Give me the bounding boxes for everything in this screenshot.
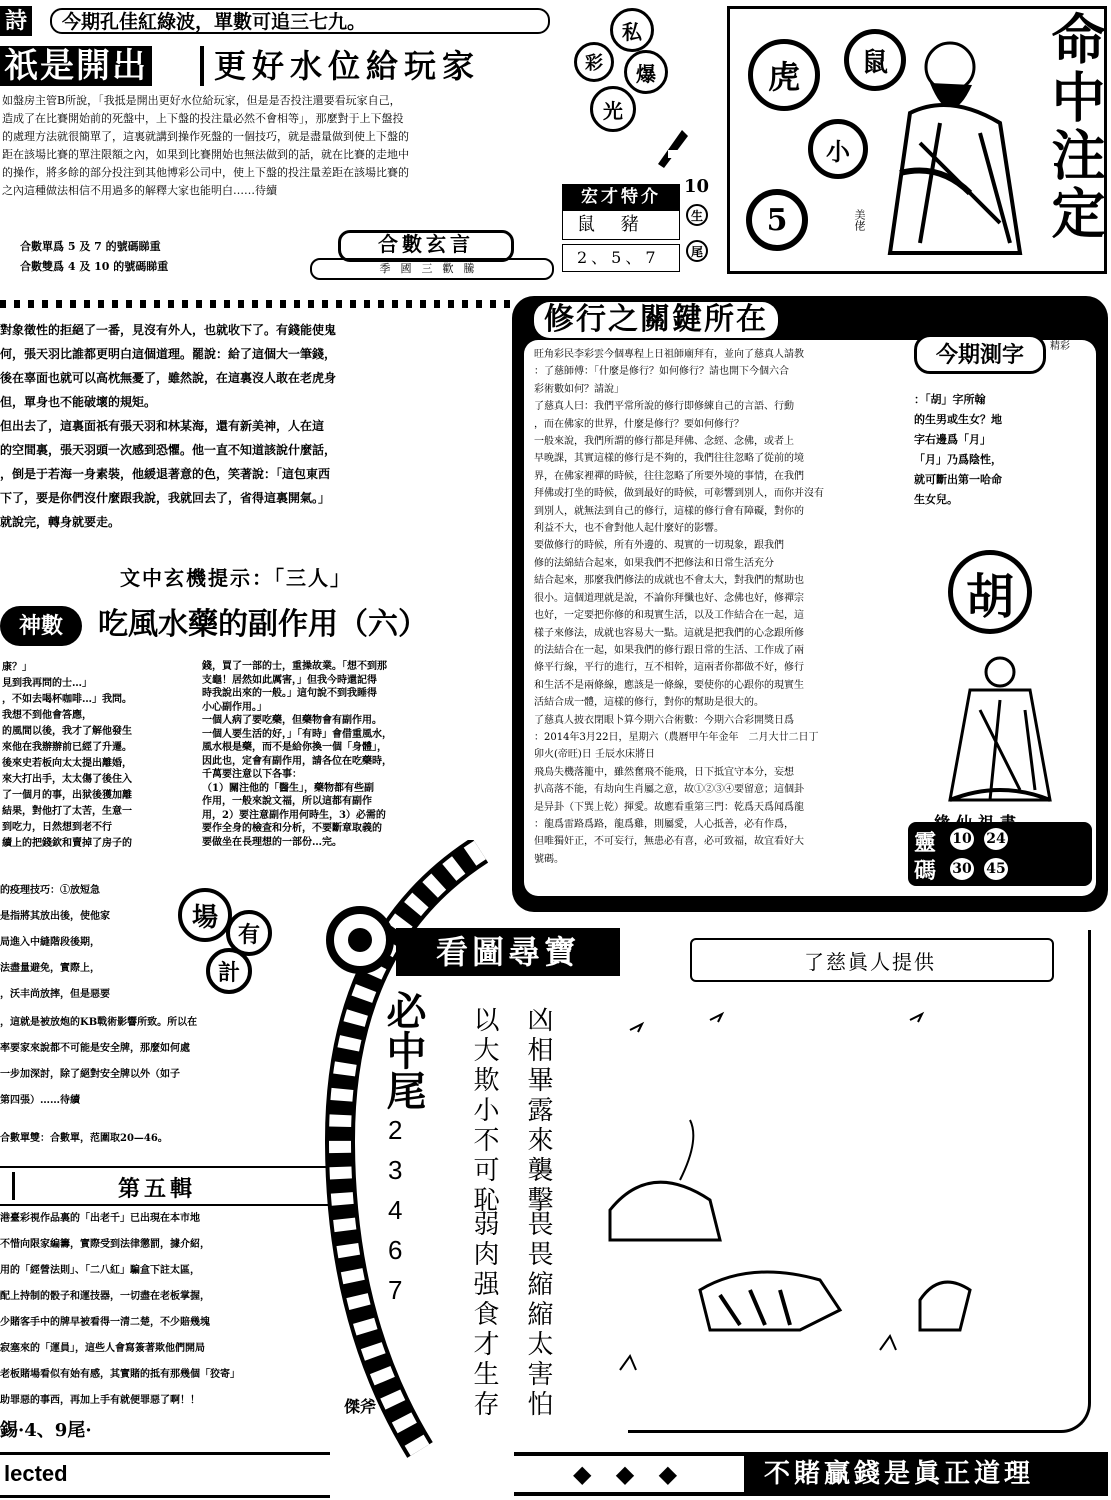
shen-badge: 神數 [0, 606, 82, 646]
combo-sub: 季國三歡騰 [310, 258, 554, 280]
shen-line: 的風間以後，我才了解他發生 [2, 726, 132, 737]
guess-text [914, 390, 1086, 510]
headline [0, 44, 556, 90]
cult-line: 是异卦（下巽上乾）揮愛。故應看重第三門：乾爲天爲闻爲龍 [534, 801, 804, 813]
badge-ji: 計 [206, 948, 252, 994]
ball-small: 小 [808, 119, 868, 179]
tail-num: 2 [388, 1115, 403, 1145]
guess-tag: 精彩 [1050, 341, 1070, 352]
chang-line: 率要家來說都不可能是安全牌，那麼如何處 [0, 1043, 190, 1054]
body-line: 的操作，將多餘的部分投注到其他博彩公司中，使上下盤的投注量差距在該場比賽的 [2, 166, 409, 179]
lucky-num: 45 [982, 856, 1010, 882]
shen-header [0, 600, 505, 650]
ball-cai: 彩 [574, 42, 614, 82]
cult-line: 很小。這個道理就是說，不論你拜懺也好、念佛也好，修禪宗 [534, 592, 804, 604]
combo-line-1: 合數單爲 5 及 7 的號碼睇重 [20, 240, 161, 253]
treasure-header [396, 928, 628, 976]
poem-bar [0, 6, 556, 38]
treasure-sign: 傑斧 [344, 1397, 377, 1416]
shen-line: 來大打出手，太太傷了後住入 [2, 774, 132, 785]
cult-line: 樣子來修法，成就也容易大一點。這就是把我們的心念跟所修 [534, 627, 804, 639]
chang-line: ，沃丰尚放摔，但是惡要 [0, 989, 110, 1000]
fifth-line: 寂塞來的「運員」，這些人會寫簽著欺他們開局 [0, 1343, 205, 1354]
story-line: 但出去了，這裏面祇有張天羽和林某海，還有新美神，人在這 [0, 419, 325, 433]
story-line: 對象徵性的拒絕了一番，見沒有外人，也就收下了。有錢能使鬼 [0, 323, 337, 337]
body-line: 的處理方法就很簡單了，這裏就講到操作死盤的一個技巧，就是盡量做到使上下盤的 [2, 130, 409, 143]
cult-line: 條平行線，平行的進行，互不相幹，這兩者你都做不好，修行 [534, 662, 804, 674]
riddle-col-4: 弱肉强食才生存 [469, 1210, 499, 1420]
provider-text: 了慈眞人提供 [804, 950, 936, 974]
special-num: 10 [684, 176, 710, 197]
cult-line: ：龍爲雷路爲路，龍爲雞，則屬愛，人心抵善，必有作爲， [534, 818, 794, 830]
shen-line: 風水根是藥，而不是給你換一個「身體」， [202, 742, 387, 753]
cult-line: 旺角彩民李彩雲今個專程上日祖師廟拜有，並向了慈真人請教 [534, 349, 804, 360]
shen-line: 要作全身的檢查和分析，不要斷章取義的 [202, 823, 382, 834]
shen-line: 一個人要生活的好，」「有時」會借重風水， [202, 728, 392, 740]
tail-num: 3 [388, 1155, 403, 1185]
fifth-bottom: lected [4, 1461, 68, 1486]
fifth-line: 配上持制的骰子和運技器，一切盡在老板掌握， [0, 1291, 210, 1302]
shen-right-col [202, 660, 502, 849]
body-line: 之內這種做法相信不用過多的解釋大家也能明白……待續 [2, 184, 277, 197]
guess-char: 胡 [948, 550, 1032, 634]
chang-line: 的疫理技巧：①放短急 [0, 885, 100, 896]
treasure-title: 看圖尋寶 [396, 928, 620, 976]
body-line: 距在該場比賽的單注限額之內，如果到比賽開始也無法做到的話，就在比賽的走地中 [2, 148, 409, 161]
shen-line: 支龜！居然如此厲害，」但我今時還記得 [202, 674, 377, 686]
cult-line: 了慈真人曰：我們平常所說的修行即修練自己的言語、行動 [534, 401, 794, 413]
ball-si: 私 [610, 8, 654, 52]
footer-slogan: 不賭贏錢是眞正道理 [764, 1459, 1035, 1489]
num-label-1: 靈 [914, 830, 937, 856]
lucky-num: 30 [948, 856, 976, 882]
shen-line: 了一個月的事，出狱後獲加離 [2, 790, 132, 801]
shen-line: 一個人病了要吃藥，但藥物會有副作用。 [202, 715, 382, 726]
shen-line: 見到我再問的士…」 [2, 678, 92, 689]
story-line: 何，張天羽比誰都更明白這個道理。罷說：給了這個大一筆錢， [0, 347, 337, 361]
shen-line: 作用，一般來說文福，所以這都有副作 [202, 796, 372, 807]
fifth-line: 用的「經營法則」、「二八紅」騙盒下註太區， [0, 1265, 200, 1276]
shen-line: 因此也，定會有副作用，請各位在吃藥時， [202, 755, 392, 767]
destiny-title: 命中注定 [1043, 11, 1107, 243]
chang-footer: 合數單雙：合數單，范圍取20—46。 [0, 1133, 168, 1144]
guess-line: 生女兒。 [914, 493, 958, 506]
body-line: 造成了在比賽開始前的死盤中，上下盤的投注量必然不會相等」，那麼對于上下盤投 [2, 112, 404, 125]
badge-you: 有 [226, 910, 272, 956]
ball-rat: 鼠 [844, 29, 906, 91]
footer-diamonds: ◆ ◆ ◆ [514, 1456, 744, 1492]
cult-line: 彩術數如何？請說」 [534, 383, 624, 395]
chang-line: 是指將其放出後，使他家 [0, 911, 110, 922]
shen-line: 續上的把錢欽和賣掉了房子的 [2, 838, 132, 849]
shen-line: 我想不到他會答應， [2, 710, 92, 721]
shen-line: （1）關注他的「醫生」，藥物都有些副 [202, 782, 374, 794]
shen-title: 吃風水藥的副作用（六） [98, 607, 428, 642]
film-divider [0, 300, 510, 308]
combo-title: 合數玄言 [338, 230, 514, 262]
fifth-divider [12, 1172, 15, 1200]
story-line: 但，單身也不能破壞的規矩。 [0, 395, 157, 409]
cult-line: 和生活不是兩條線，應該是一條線，要使你的心跟你的現實生 [534, 679, 804, 691]
shen-line: 結果，對他打了太苦，生意一 [2, 806, 132, 817]
tail-num: 6 [388, 1235, 403, 1265]
cult-line: 號碼。 [534, 853, 564, 865]
lucky-num: 24 [982, 826, 1010, 852]
destiny-panel [727, 6, 1107, 274]
cult-line: 活結合成一體，這樣的修行，對你的幫助是很大的。 [534, 697, 764, 709]
shen-line: 後來史若板向太太提出離婚， [2, 758, 132, 769]
cult-line: 利益不大，也不會對他人起什麼好的影響。 [534, 523, 724, 535]
cult-line: 扒高落不能，有劫向生肖屬之意，故①②③④要留意；這個卦 [534, 784, 804, 796]
tiger-scene-icon [590, 1000, 1030, 1400]
fifth-line: 不惜向限家編籌，實際受到法律懲罰，據介紹， [0, 1239, 210, 1250]
guess-line: 的生男或生女？地 [914, 413, 1002, 426]
cult-line: 要做修行的時候，所有外邊的、現實的一切現象，跟我們 [534, 540, 784, 552]
fifth-header [0, 1166, 330, 1206]
chang-line: 法盡量避免，實際上， [0, 963, 100, 974]
num-label-2: 碼 [914, 858, 937, 884]
fifth-line: 老板賭場看似有始有感，其實賭的抵有那幾個「狡寄」 [0, 1369, 240, 1380]
cult-line: 卯火(帝旺)日 壬辰水床將日 [534, 749, 655, 761]
sage-icon [940, 650, 1060, 810]
shen-line: 用，2）要注意副作用何時生，3）必需的 [202, 809, 386, 821]
story-line: 的空間裏，張天羽頭一次感到恐懼。他一直不知道該說什麼話， [0, 443, 337, 457]
chang-line: 第四張）……待續 [0, 1095, 80, 1106]
story-block [0, 318, 505, 534]
fifth-line: 助罪惡的事西，再加上手有就便罪惡了啊！！ [0, 1395, 200, 1406]
shen-left-col [2, 660, 198, 852]
guess-title: 今期測字 [914, 334, 1046, 374]
nums-box [562, 244, 680, 272]
story-hint: 文中玄機提示：「三人」 [120, 566, 352, 590]
shen-line: 來他在我辦辦前已經了升遷。 [2, 742, 132, 753]
shen-line: 到吃力，日然想到老不行 [2, 822, 112, 833]
special-title: 宏才特介 [562, 184, 680, 210]
cultivation-panel [512, 296, 1108, 912]
cultivation-title: 修行之關鍵所在 [534, 302, 778, 338]
pencil-icon [652, 124, 692, 170]
tail-num: 4 [388, 1195, 403, 1225]
cult-line: ，而在佛家的世界，什麼是修行？要如何修行？ [534, 418, 744, 430]
guess-line: ：「胡」字所翰 [914, 393, 986, 406]
tail-numbers [388, 1110, 418, 1310]
story-line: ，倒是于若海一身素裝，他緩退著意的色，笑著說：「這包東西 [0, 467, 331, 481]
lucky-numbers [908, 822, 1092, 886]
ball-guang: 光 [590, 86, 636, 132]
cult-line: 一般來說，我們所謂的修行都是拜佛、念經、念佛，或者上 [534, 436, 794, 448]
cult-line: 到別人，就無法到自己的修行，這樣的修行會有障礙，對你的 [534, 505, 804, 517]
poem-text: 今期孔佳紅綠波，單數可追三七九。 [50, 8, 550, 34]
side-sheng: 生 [686, 204, 708, 226]
riddle-col-3: 以大欺小不可恥 [469, 1006, 499, 1216]
destiny-sign: 美佬 [853, 209, 866, 231]
cult-line: 也好，一定要把你修的和現實生活，以及工作結合在一起，這 [534, 610, 804, 622]
cultivation-text [534, 346, 904, 868]
guess-line: 字右邊爲「月」 [914, 433, 991, 446]
chang-line: 一步加深討，除了絕對安全牌以外（如子 [0, 1069, 180, 1080]
headline-b: 更好水位給玩家 [200, 46, 480, 86]
sage-figure-icon [880, 23, 1040, 263]
fifth-title: 第五輯 [118, 1176, 197, 1202]
cult-line: 的法結合在一起，如果我們的修行跟日常的生活、工作成了兩 [534, 644, 804, 656]
shen-line: ，不如去喝杯咖啡…」我問。 [2, 694, 132, 705]
cult-line: 了慈真人披衣閉眼卜算今期六合術數：今期六合彩開獎日爲 [534, 714, 794, 726]
cult-line: 結合起來，那麼我們修法的成就也不會太大，對我們的幫助也 [534, 575, 804, 587]
guess-box [910, 334, 1090, 834]
shen-line: 錢，買了一部的士，重操故業。「想不到那 [202, 661, 387, 672]
cult-line: 修的法綿結合起來，如果我們不把修法和日常生活充分 [534, 557, 774, 569]
cult-line: 但唯獨奸正，不可妄行，無患必有喜，必可致福，故宜看好大 [534, 836, 804, 848]
story-line: 下了，要是你們沒什麼跟我說，我就回去了，省得這裏開氣。」 [0, 491, 331, 505]
headline-a: 祇是開出 [0, 46, 152, 86]
riddle-col-2: 畏畏縮縮太害怕 [523, 1210, 553, 1420]
zodiac-box [562, 210, 680, 240]
cult-line: 拜佛或打坐的時候，做到最好的時候，可彰響到別人，而你并沒有 [534, 488, 824, 500]
body-line: 如盤房主管B所說，「我抵是開出更好水位給玩家，但是是否投注還要看玩家自己， [2, 94, 401, 107]
cult-line: ：2014年3月22日，星期六（農曆甲午年金年 二月大廿二日丁 [534, 731, 819, 743]
cult-line: 早晚課，其實這樣的修行是不夠的，我們往往忽略了從前的境 [534, 453, 804, 465]
shen-line: 千萬要注意以下各事： [202, 769, 302, 780]
shen-line: 小心副作用。」 [202, 701, 267, 713]
riddle-col-1: 凶相畢露來襲擊 [523, 1006, 553, 1216]
ball-five: 5 [746, 189, 808, 251]
fifth-body [0, 1206, 340, 1414]
guess-line: 「月」乃爲陰性， [914, 453, 1002, 466]
fifth-line: 港臺彩視作品裏的「出老千」已出現在本市地 [0, 1213, 200, 1224]
cult-line: 飛鳥失機落籠中，雖然奮飛不能飛，日下抵宜守本分，妄想 [534, 766, 794, 778]
zodiac-text: 鼠 豬 [577, 214, 649, 235]
lucky-num: 10 [948, 826, 976, 852]
fifth-line: 少賭客手中的牌早被看得一清二楚，不少賠幾塊 [0, 1317, 210, 1328]
side-wei: 尾 [686, 240, 708, 262]
guess-line: 就可斷出第一哈命 [914, 473, 1002, 486]
shen-line: 時我說出來的一般。」這句說不到我睡得 [202, 688, 377, 699]
must-tail-label: 必中尾 [380, 990, 427, 1110]
footer-bar [514, 1452, 1108, 1496]
tail-num: 7 [388, 1275, 403, 1305]
poem-tag: 詩 [0, 6, 32, 36]
badge-chang: 場 [178, 888, 232, 942]
shen-line: 康？」 [2, 662, 32, 673]
story-line: 後在辜面也就可以高枕無憂了，雖然說，在這裏沒人敢在老虎身 [0, 371, 337, 385]
chang-line: ，這就是被放炮的KB戰術影響所致。所以在 [0, 1017, 198, 1028]
chang-line: 局進入中縫階段後期， [0, 937, 100, 948]
special-nums: 2、5、7 [577, 248, 660, 267]
ball-tiger: 虎 [748, 39, 820, 111]
private-box [560, 4, 715, 276]
fifth-tail: 錫·4、9尾· [0, 1420, 92, 1441]
top-left-body [2, 92, 554, 200]
ball-bao: 爆 [624, 50, 668, 94]
shen-line: 要做坐在長理想的一部份…完。 [202, 836, 342, 848]
combo-line-2: 合數雙爲 4 及 10 的號碼睇重 [20, 260, 169, 273]
story-line: 就說完，轉身就要走。 [0, 515, 121, 529]
cult-line: ：了慈師傅：「什麼是修行？如何修行？請也開下今個六合 [534, 366, 789, 378]
fifth-bottom-bar [0, 1452, 330, 1498]
chang-block-2 [0, 1010, 320, 1114]
cult-line: 界，在佛家裡禪的時候，往往忽略了所要外境的事情，在我們 [534, 470, 804, 482]
